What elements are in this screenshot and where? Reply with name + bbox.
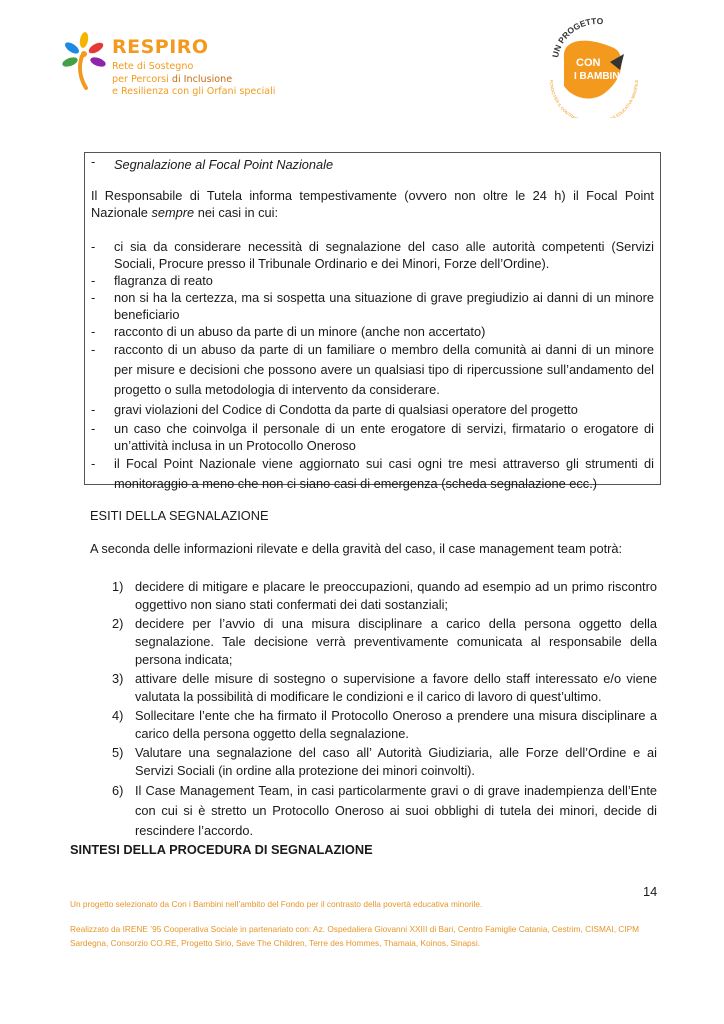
list-item-number: 6): [112, 783, 124, 798]
list-item: [112, 781, 657, 841]
list-item: [112, 615, 657, 669]
list-item-number: 2): [112, 616, 124, 631]
list-item-text: Sollecitare l’ente che ha firmato il Protocollo Oneroso a prendere una misura disciplinare a carico della persona oggetto della segnalazione.: [135, 708, 657, 741]
list-item: [112, 578, 657, 614]
box-paragraph-text: nei casi in cui:: [194, 205, 279, 220]
respiro-subtitle: [112, 61, 275, 99]
box-paragraph-text: Il Responsabile di Tutela informa tempestivamente (ovvero non oltre le 24 h) il Focal Point Nazionale: [91, 188, 654, 220]
list-item-number: 4): [112, 708, 124, 723]
list-item-text: decidere per l’avvio di una misura disciplinare a carico della persona oggetto della segnalazione. Tale decisione verrà preventivamente comunicata al responsabile della persona indicata;: [135, 616, 657, 667]
list-item: [112, 670, 657, 706]
list-item: - un caso che coinvolga il personale di un ente erogatore di servizi, firmatario o erogatore di un’attività inclusa in un Protocollo Oneroso: [91, 420, 654, 454]
list-item: - gravi violazioni del Codice di Condotta da parte di qualsiasi operatore del progetto: [91, 400, 654, 420]
list-item-number: 5): [112, 745, 124, 760]
box-title-list: [91, 153, 654, 173]
list-item: - racconto di un abuso da parte di un minore (anche non accertato): [91, 323, 654, 340]
box-paragraph-emphasis: sempre: [151, 205, 195, 220]
respiro-logo: [60, 30, 280, 110]
list-item: - il Focal Point Nazionale viene aggiornato sui casi ogni tre mesi attraverso gli strumenti di monitoraggio a meno che non ci siano casi di emergenza (scheda segnalazione ecc.): [91, 454, 654, 494]
sintesi-heading: SINTESI DELLA PROCEDURA DI SEGNALAZIONE: [70, 842, 373, 857]
footer-line-2: Realizzato da IRENE ’95 Cooperativa Sociale in partenariato con: Az. Ospedaliera Giovanni XXIII di Bari, Centro Famiglie Catania, Cestrim, CISMAI, CIPM Sardegna, Consorzio CO.RE, Progetto Sirio, Save The Children, Terre des Hommes, Thamaia, Koinos, Sinapsi.: [70, 924, 640, 948]
list-item: - flagranza di reato: [91, 272, 654, 289]
list-item: - racconto di un abuso da parte di un familiare o membro della comunità ai danni di un minore per misure e decisioni che possono avere un qualsiasi tipo di ripercussione sull’andamento del progetto o sulla metodologia di intervento da considerare.: [91, 340, 654, 400]
esiti-list: [112, 578, 657, 841]
con-i-bambini-line1: CON: [576, 57, 601, 69]
con-i-bambini-line2: I BAMBINI: [574, 71, 623, 82]
box-title-text: Segnalazione al Focal Point Nazionale: [114, 157, 334, 172]
con-i-bambini-emblem-icon: [528, 18, 654, 118]
respiro-sub-line: e Resilienza con gli Orfani speciali: [112, 86, 276, 97]
list-item: - non si ha la certezza, ma si sospetta una situazione di grave pregiudizio ai danni di un minore beneficiario: [91, 289, 654, 323]
list-item: - ci sia da considerare necessità di segnalazione del caso alle autorità competenti (Servizi Sociali, Procure presso il Tribunale Ordinario e dei Minori, Forze dell’Ordine).: [91, 238, 654, 272]
respiro-flower-icon: [60, 30, 108, 90]
list-item: [112, 707, 657, 743]
list-item: [112, 744, 657, 780]
list-item-text: decidere di mitigare e placare le preoccupazioni, quando ad esempio ad un primo riscontro oggettivo non siano stati confermati dei dati sostanziali;: [135, 579, 657, 612]
box-section-title: [91, 153, 654, 173]
list-item-text: Il Case Management Team, in casi particolarmente gravi o di grave inadempienza dell’Ente con cui si è stretto un Protocollo Oneroso ai suoi obblighi di tutela dei minori, decide di rescindere l’accordo.: [135, 783, 657, 838]
respiro-sub-line: Rete di Sostegno: [112, 61, 194, 72]
focal-point-box: [84, 152, 661, 491]
respiro-sub-text: di Inclusione: [171, 73, 233, 85]
con-i-bambini-top-text: UN PROGETTO: [550, 18, 604, 59]
footer-line-1: Un progetto selezionato da Con i Bambini nell’ambito del Fondo per il contrasto della povertà educativa minorile.: [70, 899, 483, 909]
con-i-bambini-logo: [528, 18, 654, 118]
list-item-text: attivare delle misure di sostegno o supervisione a favore dello staff interessato e/o viene valutata la possibilità di modificare le condizioni e il carico di lavoro di quest’ultimo.: [135, 671, 657, 704]
box-paragraph: [91, 187, 654, 221]
list-item-number: 3): [112, 671, 124, 686]
esiti-heading: ESITI DELLA SEGNALAZIONE: [90, 508, 269, 523]
respiro-title: RESPIRO: [112, 36, 209, 58]
con-i-bambini-arc-text: FONDO PER IL CONTRA À EDUCATIVA MINORILE: [548, 79, 640, 118]
respiro-sub-line: [112, 74, 275, 87]
page-number: 14: [643, 884, 658, 899]
esiti-intro: A seconda delle informazioni rilevate e della gravità del caso, il case management team potrà:: [90, 541, 623, 556]
list-item-number: 1): [112, 579, 124, 594]
list-item-text: Valutare una segnalazione del caso all’ Autorità Giudiziaria, alle Forze dell’Ordine e ai Servizi Sociali (in ordine alla protezione dei minori coinvolti).: [135, 745, 657, 778]
box-bullet-list: [91, 238, 654, 494]
respiro-sub-text: per Percorsi: [112, 73, 172, 85]
